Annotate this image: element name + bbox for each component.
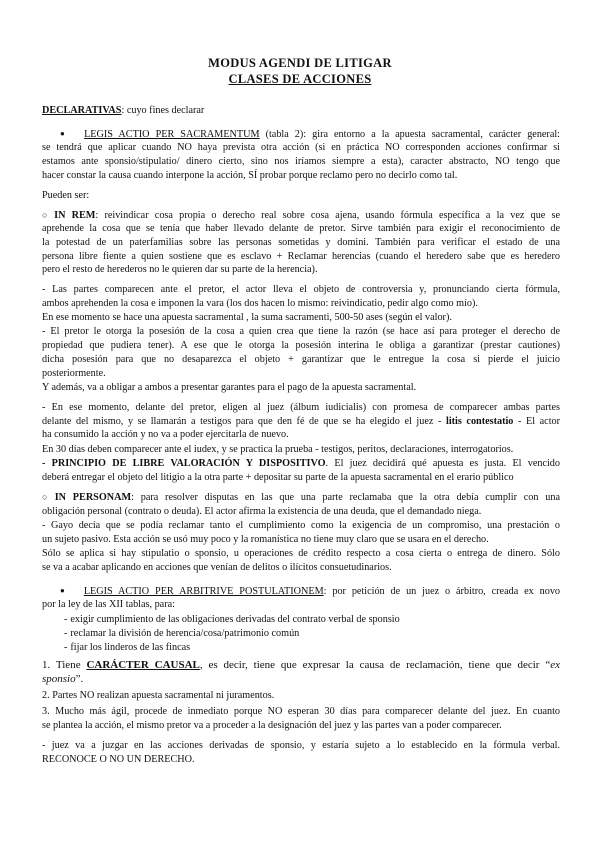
list-item: - reclamar la división de herencia/cosa/patrimonio común bbox=[64, 628, 300, 639]
bullet-icon: ● bbox=[60, 586, 65, 595]
declarativas-line: DECLARATIVAS: cuyo fines declarar bbox=[42, 105, 205, 116]
paragraph-line: dicha posesión para que no desaparezca el objeto + garantizar que le entregue la cosa si pierde el juicio bbox=[42, 354, 560, 365]
document-title: MODUS AGENDI DE LITIGAR bbox=[208, 56, 392, 70]
in-personam-label: IN PERSONAM bbox=[54, 492, 132, 503]
arbitrive-heading: ● LEGIS ACTIO PER ARBITRIVE POSTULATIONEM: por petición de un juez o árbitro, creada ex novo bbox=[60, 586, 560, 597]
in-rem-label: IN REM bbox=[54, 210, 96, 221]
paragraph-line: - El pretor le otorga la posesión de la cosa a quien crea que tiene la razón (se hace así para proteger el derecho de bbox=[42, 326, 560, 337]
paragraph-line: En ese momento se hace una apuesta sacramental , la suma sacramenti, 500-50 ases (según el valor). bbox=[42, 312, 452, 323]
arbitrive-title: LEGIS ACTIO PER ARBITRIVE POSTULATIONEM bbox=[83, 586, 324, 597]
paragraph-line: delante del mismo, y se llamarán a testigos para que den fé de que se ha elegido el juez - litis contestatio - El actor bbox=[42, 416, 560, 427]
paragraph-line: En 30 días deben comparecer ante el iudex, y se practica la prueba - testigos, peritos, declaraciones, interrogatorios. bbox=[42, 444, 514, 455]
principio-line: - PRINCIPIO DE LIBRE VALORACIÓN Y DISPOSITIVO. El juez decidirá qué apuesta es justa. El vencido bbox=[42, 458, 560, 469]
sacramentum-line: hacer constar la causa cuando interpone la acción, SÍ probar porque reclamo pero no decirlo como tal. bbox=[42, 170, 458, 181]
in-personam-line: se va a acabar aplicando en acciones que venían de delitos o ilícitos consuetudinarios. bbox=[42, 562, 392, 573]
in-personam-line: - Gayo decía que se podía reclamar tanto el cumplimiento como la exigencia de un compromiso, una prestación o bbox=[42, 520, 560, 531]
numbered-item-3-cont: se plantea la acción, el mismo pretor va a proceder a la designación del juez y las partes van a poder comparecer. bbox=[42, 720, 502, 731]
in-rem-line: pero el resto de herederos no le quieren dar su parte de la herencia). bbox=[42, 264, 318, 275]
paragraph-line: deberá entregar el objeto del litigio a la otra parte + depositar su parte de la apuesta sacramental en el erario público bbox=[42, 472, 514, 483]
paragraph-line: - Las partes comparecen ante el pretor, el actor lleva el objeto de controversia y, pronunciando cierta fórmula, bbox=[42, 284, 560, 295]
in-personam-heading: ○ IN PERSONAM: para resolver disputas en las que una parte reclamaba que la otra debía cumplir con una bbox=[42, 492, 560, 503]
in-rem-heading: ○ IN REM: reivindicar cosa propia o derecho real sobre cosa ajena, usando fórmula específica a la vez que se bbox=[42, 210, 560, 221]
principio-label: - PRINCIPIO DE LIBRE VALORACIÓN Y DISPOSITIVO bbox=[42, 458, 326, 469]
circle-bullet-icon: ○ bbox=[42, 210, 52, 220]
numbered-item-3: 3. Mucho más ágil, procede de inmediato porque NO esperan 30 días para comparecer delante del juez. En cuanto bbox=[42, 706, 560, 717]
paragraph-line: Y además, va a obligar a ambos a presentar garantes para el pago de la apuesta sacramental. bbox=[42, 382, 417, 393]
paragraph-line: ha consumido la acción y no va a poder ejercitarla de nuevo. bbox=[42, 429, 289, 440]
declarativas-label: DECLARATIVAS bbox=[42, 105, 122, 116]
in-personam-line: obligación personal (contrato o deuda). El actor afirma la existencia de una deuda, que el demandado niega. bbox=[42, 506, 482, 517]
sacramentum-heading: ● LEGIS ACTIO PER SACRAMENTUM (tabla 2): gira entorno a la apuesta sacramental, carácter general: bbox=[60, 129, 560, 140]
paragraph-line: propiedad que pudiera tener). A ese que le otorga la posesión interina le obliga a garantizar (prestar cautiones) bbox=[42, 340, 560, 351]
paragraph-line: posteriormente. bbox=[42, 368, 106, 379]
litis-contestatio-term: litis contestatio bbox=[445, 416, 514, 427]
in-rem-line: la potestad de un paterfamilias sobre las personas sometidas y domini. También para verificar el estado de una bbox=[42, 237, 560, 248]
in-rem-line: persona libre fiente a quien sostiene que es esclavo + Reclamar herencias (cuando el heredero sabe que es heredero bbox=[42, 251, 560, 262]
pueden-ser-label: Pueden ser: bbox=[42, 190, 90, 201]
list-item: - exigir cumplimiento de las obligaciones derivadas del contrato verbal de sponsio bbox=[64, 614, 400, 625]
final-line: - juez va a juzgar en las acciones derivadas de sponsio, y estaría sujeto a lo establecido en la fórmula verbal. bbox=[42, 740, 560, 751]
paragraph-line: - En ese momento, delante del pretor, eligen al juez (álbum iudicialis) con promesa de comparecer ambas partes bbox=[42, 402, 560, 413]
in-rem-line: aprehende la cosa que se tenía que haber llevado delante de pretor. Sirve también para exigir el reconocimiento de bbox=[42, 223, 560, 234]
numbered-item-1-cont: sponsio”. bbox=[42, 673, 84, 685]
circle-bullet-icon: ○ bbox=[42, 492, 52, 502]
caracter-causal-term: CARÁCTER CAUSAL bbox=[86, 659, 200, 671]
document-subtitle: CLASES DE ACCIONES bbox=[228, 72, 372, 86]
final-line: RECONOCE O NO UN DERECHO. bbox=[42, 754, 195, 765]
sacramentum-title: LEGIS ACTIO PER SACRAMENTUM bbox=[84, 129, 260, 140]
paragraph-line: ambos aprehenden la cosa e imponen la vara (los dos hacen lo mismo: reivindicatio, pedir algo como mío). bbox=[42, 298, 478, 309]
in-personam-line: Sólo se aplica si hay stipulatio o sponsio, u operaciones de crédito respecto a cosa cierta o entrega de dinero. Sólo bbox=[42, 548, 560, 559]
sacramentum-line: se tendrá que aplicar cuando NO haya prevista otra acción (si en práctica NO corresponden acciones confirmar si bbox=[42, 142, 560, 153]
arbitrive-line: por la ley de las XII tablas, para: bbox=[42, 599, 175, 610]
list-item: - fijar los linderos de las fincas bbox=[64, 642, 191, 653]
in-personam-line: un sujeto pasivo. Esta acción se usó muy poco y la romanística no tiene muy claro que se usara en el derecho. bbox=[42, 534, 489, 545]
bullet-icon: ● bbox=[60, 129, 65, 138]
sacramentum-line: estamos ante sponsio/stipulatio/ dinero cierto, sino nos iríamos siempre a esta), caracter abstracto, NO tengo que bbox=[42, 156, 560, 167]
numbered-item-2: 2. Partes NO realizan apuesta sacramental ni juramentos. bbox=[42, 690, 275, 701]
numbered-item-1: 1. Tiene CARÁCTER CAUSAL, es decir, tiene que expresar la causa de reclamación, tiene que decir “ex bbox=[42, 659, 560, 671]
